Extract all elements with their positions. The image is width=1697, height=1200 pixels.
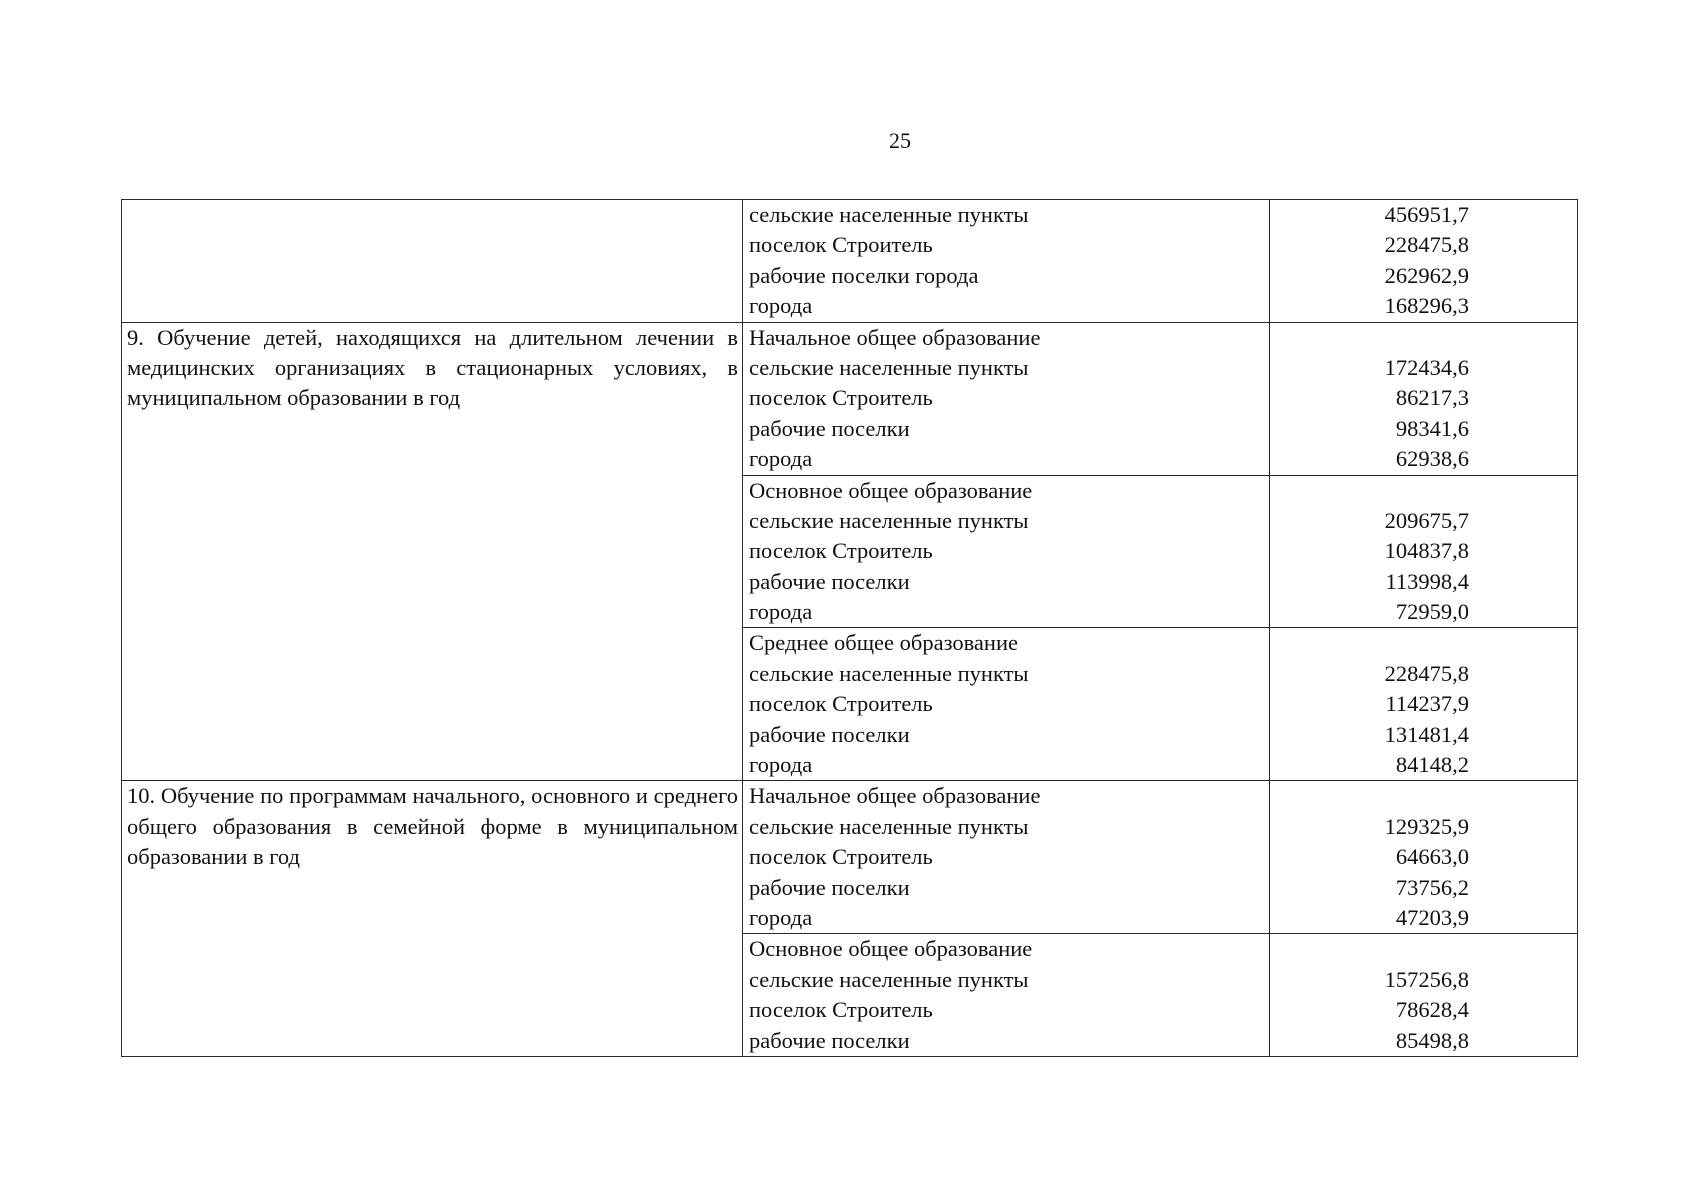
settlement-type-label: поселок Строитель (749, 844, 933, 870)
table-row (122, 781, 1578, 934)
cost-value: 64663,0 (1395, 844, 1469, 870)
settlement-type-label: сельские населенные пункты (749, 813, 1029, 839)
value-cell (1270, 475, 1578, 628)
cost-value: 172434,6 (1384, 354, 1469, 380)
settlement-type-label: сельские населенные пункты (749, 202, 1029, 227)
value-cell (1270, 322, 1578, 475)
cost-value: 157256,8 (1384, 966, 1469, 992)
settlement-type-label: поселок Строитель (749, 385, 933, 411)
service-description: 9. Обучение детей, находящихся на длительном лечении в медицинских организациях в стационарных условиях, в муниципальном образовании в год (127, 324, 738, 411)
education-level-cell (743, 322, 1270, 475)
education-level-cell (743, 781, 1270, 934)
settlement-type-label: сельские населенные пункты (749, 660, 1029, 686)
tariff-table (121, 199, 1578, 1057)
value-cell (1270, 628, 1578, 781)
value-cell (1270, 934, 1578, 1057)
education-level-cell (743, 200, 1270, 323)
cost-value: 72959,0 (1395, 599, 1469, 625)
education-level-heading: Начальное общее образование (749, 783, 1041, 809)
table-row (122, 200, 1578, 323)
settlement-type-label: сельские населенные пункты (749, 966, 1029, 992)
value-cell (1270, 781, 1578, 934)
cost-value: 168296,3 (1384, 293, 1469, 319)
cost-value: 85498,8 (1395, 1027, 1469, 1053)
cost-value: 228475,8 (1384, 660, 1469, 686)
education-level-heading: Основное общее образование (749, 477, 1033, 503)
service-description-cell (122, 781, 743, 1057)
cost-value: 78628,4 (1395, 997, 1469, 1023)
settlement-type-label: города (749, 904, 813, 930)
cost-value: 114237,9 (1385, 691, 1469, 717)
education-level-heading: Основное общее образование (749, 936, 1033, 962)
settlement-type-label: города (749, 446, 813, 472)
cost-value: 131481,4 (1384, 721, 1469, 747)
cost-value: 209675,7 (1384, 507, 1469, 533)
table-body (122, 200, 1578, 1057)
settlement-type-label: сельские населенные пункты (749, 354, 1029, 380)
value-cell (1270, 200, 1578, 323)
cost-value: 86217,3 (1395, 385, 1469, 411)
education-level-cell (743, 934, 1270, 1057)
settlement-type-label: города (749, 293, 813, 319)
cost-value: 113998,4 (1385, 568, 1469, 594)
settlement-type-label: рабочие поселки (749, 415, 910, 441)
page-number: 25 (889, 128, 911, 153)
cost-value: 129325,9 (1384, 813, 1469, 839)
settlement-type-label: поселок Строитель (749, 691, 933, 717)
settlement-type-label: поселок Строитель (749, 232, 933, 258)
settlement-type-label: города (749, 752, 813, 778)
value-spacer (1270, 628, 1469, 658)
cost-value: 104837,8 (1384, 538, 1469, 564)
settlement-type-label: рабочие поселки (749, 1027, 910, 1053)
cost-value: 228475,8 (1384, 232, 1469, 258)
settlement-type-label: рабочие поселки (749, 874, 910, 900)
service-description: 10. Обучение по программам начального, основного и среднего общего образования в семейной форме в муниципальном образовании в год (127, 783, 738, 870)
settlement-type-label: рабочие поселки города (749, 262, 979, 288)
settlement-type-label: поселок Строитель (749, 538, 933, 564)
value-spacer (1270, 934, 1469, 964)
education-level-cell (743, 475, 1270, 628)
cost-value: 84148,2 (1395, 752, 1469, 778)
cost-value: 262962,9 (1384, 262, 1469, 288)
settlement-type-label: поселок Строитель (749, 997, 933, 1023)
cost-value: 62938,6 (1395, 446, 1469, 472)
education-level-heading: Начальное общее образование (749, 324, 1041, 350)
settlement-type-label: сельские населенные пункты (749, 507, 1029, 533)
value-spacer (1270, 476, 1469, 506)
cost-value: 73756,2 (1395, 874, 1469, 900)
cost-value: 47203,9 (1395, 904, 1469, 930)
education-level-heading: Среднее общее образование (749, 630, 1018, 656)
table-row (122, 322, 1578, 475)
settlement-type-label: рабочие поселки (749, 568, 910, 594)
settlement-type-label: рабочие поселки (749, 721, 910, 747)
service-description-cell (122, 322, 743, 781)
service-description-cell (122, 200, 743, 323)
education-level-cell (743, 628, 1270, 781)
value-spacer (1270, 781, 1469, 811)
value-spacer (1270, 323, 1469, 353)
cost-value: 456951,7 (1384, 202, 1469, 227)
cost-value: 98341,6 (1395, 415, 1469, 441)
settlement-type-label: города (749, 599, 813, 625)
